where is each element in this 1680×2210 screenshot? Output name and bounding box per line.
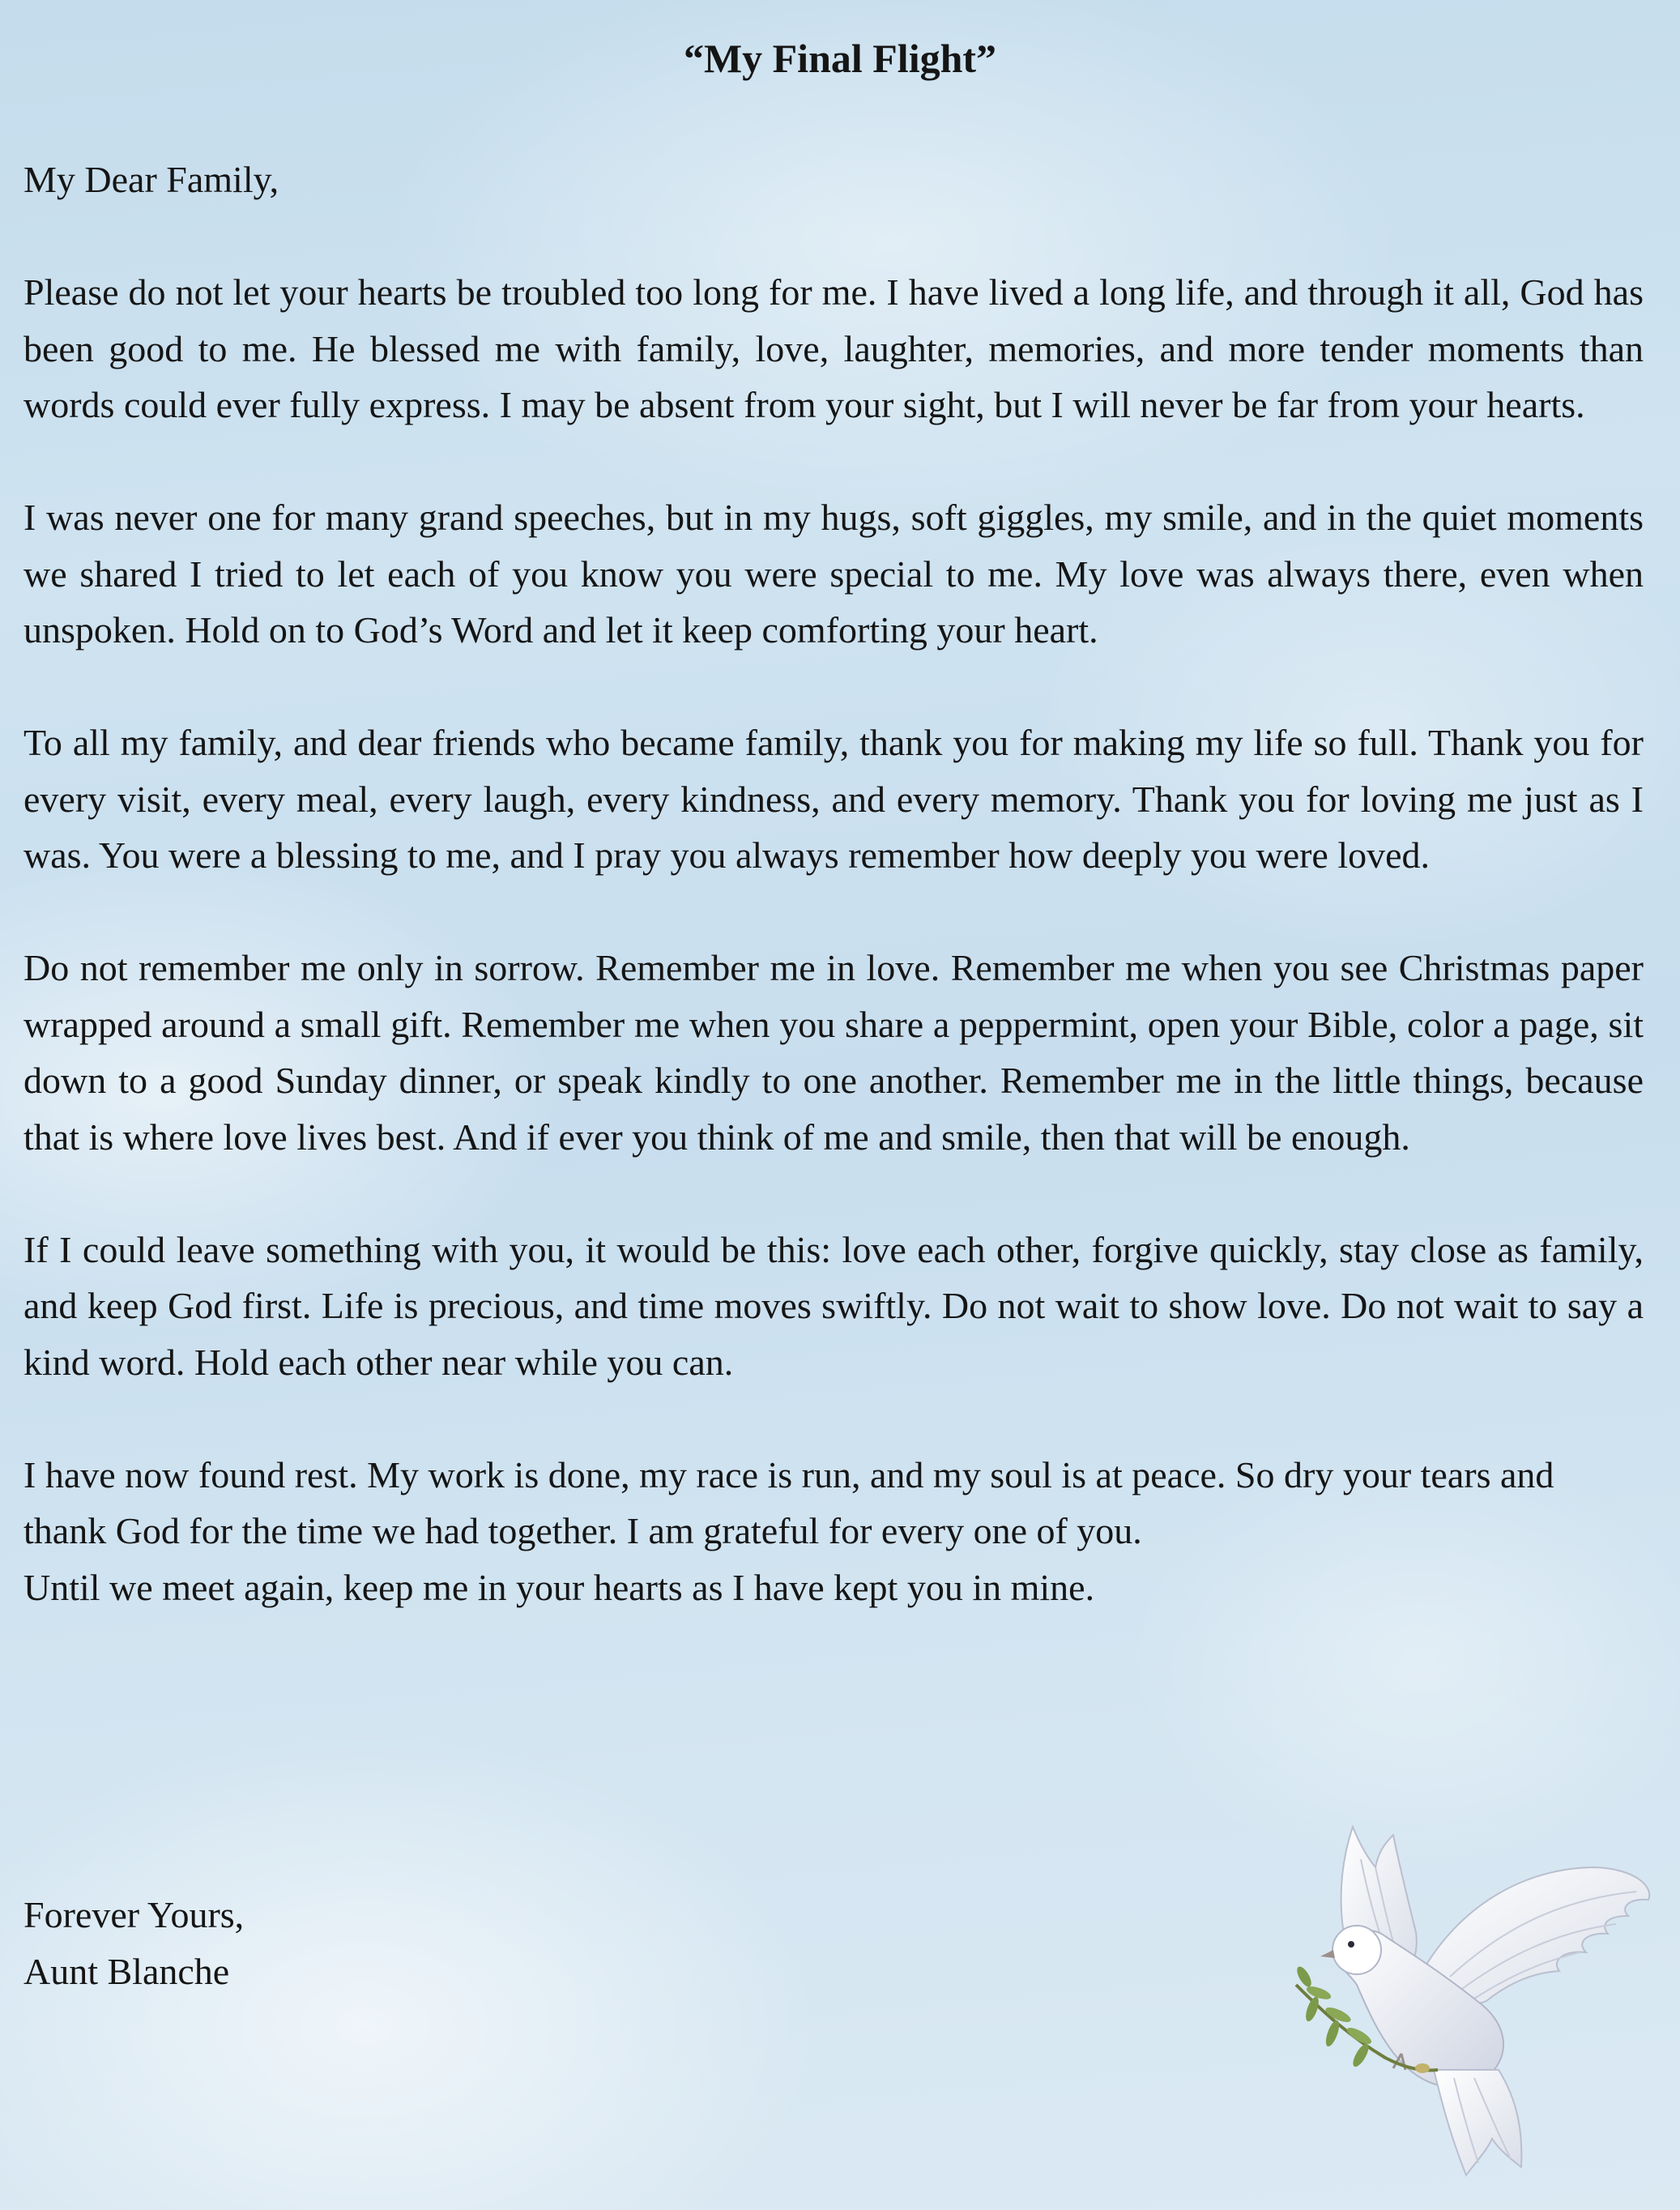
signature: Aunt Blanche [23, 1950, 230, 1992]
dove-with-olive-branch-icon [1280, 1811, 1661, 2191]
letter-title: “My Final Flight” [683, 36, 997, 81]
letter-body [23, 151, 1644, 1615]
letter-paragraph: Please do not let your hearts be troubled too long for me. I have lived a long life, and through it all, God has been good to me. He blessed me with family, love, laughter, memories, and more tender moments than words could ever fully express. I may be absent from your sight, but I will never be far from your hearts. [23, 271, 1644, 425]
letter-closing [23, 1887, 244, 1999]
letter-paragraph: I was never one for many grand speeches, but in my hugs, soft giggles, my smile, and in the quiet moments we shared I tried to let each of you know you were special to me. My love was always there, even when unspoken. Hold on to God’s Word and let it keep comforting your heart. [23, 497, 1644, 651]
letter-paragraph-text: I have now found rest. My work is done, my race is run, and my soul is at peace. So dry your tears and thank God for the time we had together. I am grateful for every one of you. [23, 1453, 1554, 1551]
letter-paragraph: To all my family, and dear friends who became family, thank you for making my life so full. Thank you for every visit, every meal, every laugh, every kindness, and every memory. Thank you for loving me just as I was. You were a blessing to me, and I pray you always remember how deeply you were loved. [23, 722, 1644, 876]
closing-phrase: Forever Yours, [23, 1894, 245, 1935]
letter-paragraph: If I could leave something with you, it would be this: love each other, forgive quickly, stay close as family, and keep God first. Life is precious, and time moves swiftly. Do not wait to show love. Do not wait to say a kind word. Hold each other near while you can. [23, 1228, 1644, 1383]
letter-final-line: Until we meet again, keep me in your hearts as I have kept you in mine. [23, 1566, 1095, 1608]
letter-paragraph: Do not remember me only in sorrow. Remember me in love. Remember me when you see Christmas paper wrapped around a small gift. Remember me when you share a peppermint, open your Bible, color a page, sit down to a good Sunday dinner, or speak kindly to one another. Remember me in the little things, because that is where love lives best. And if ever you think of me and smile, then that will be enough. [23, 947, 1644, 1158]
letter-greeting: My Dear Family, [23, 159, 279, 200]
letter-paragraph-final [23, 1447, 1644, 1616]
